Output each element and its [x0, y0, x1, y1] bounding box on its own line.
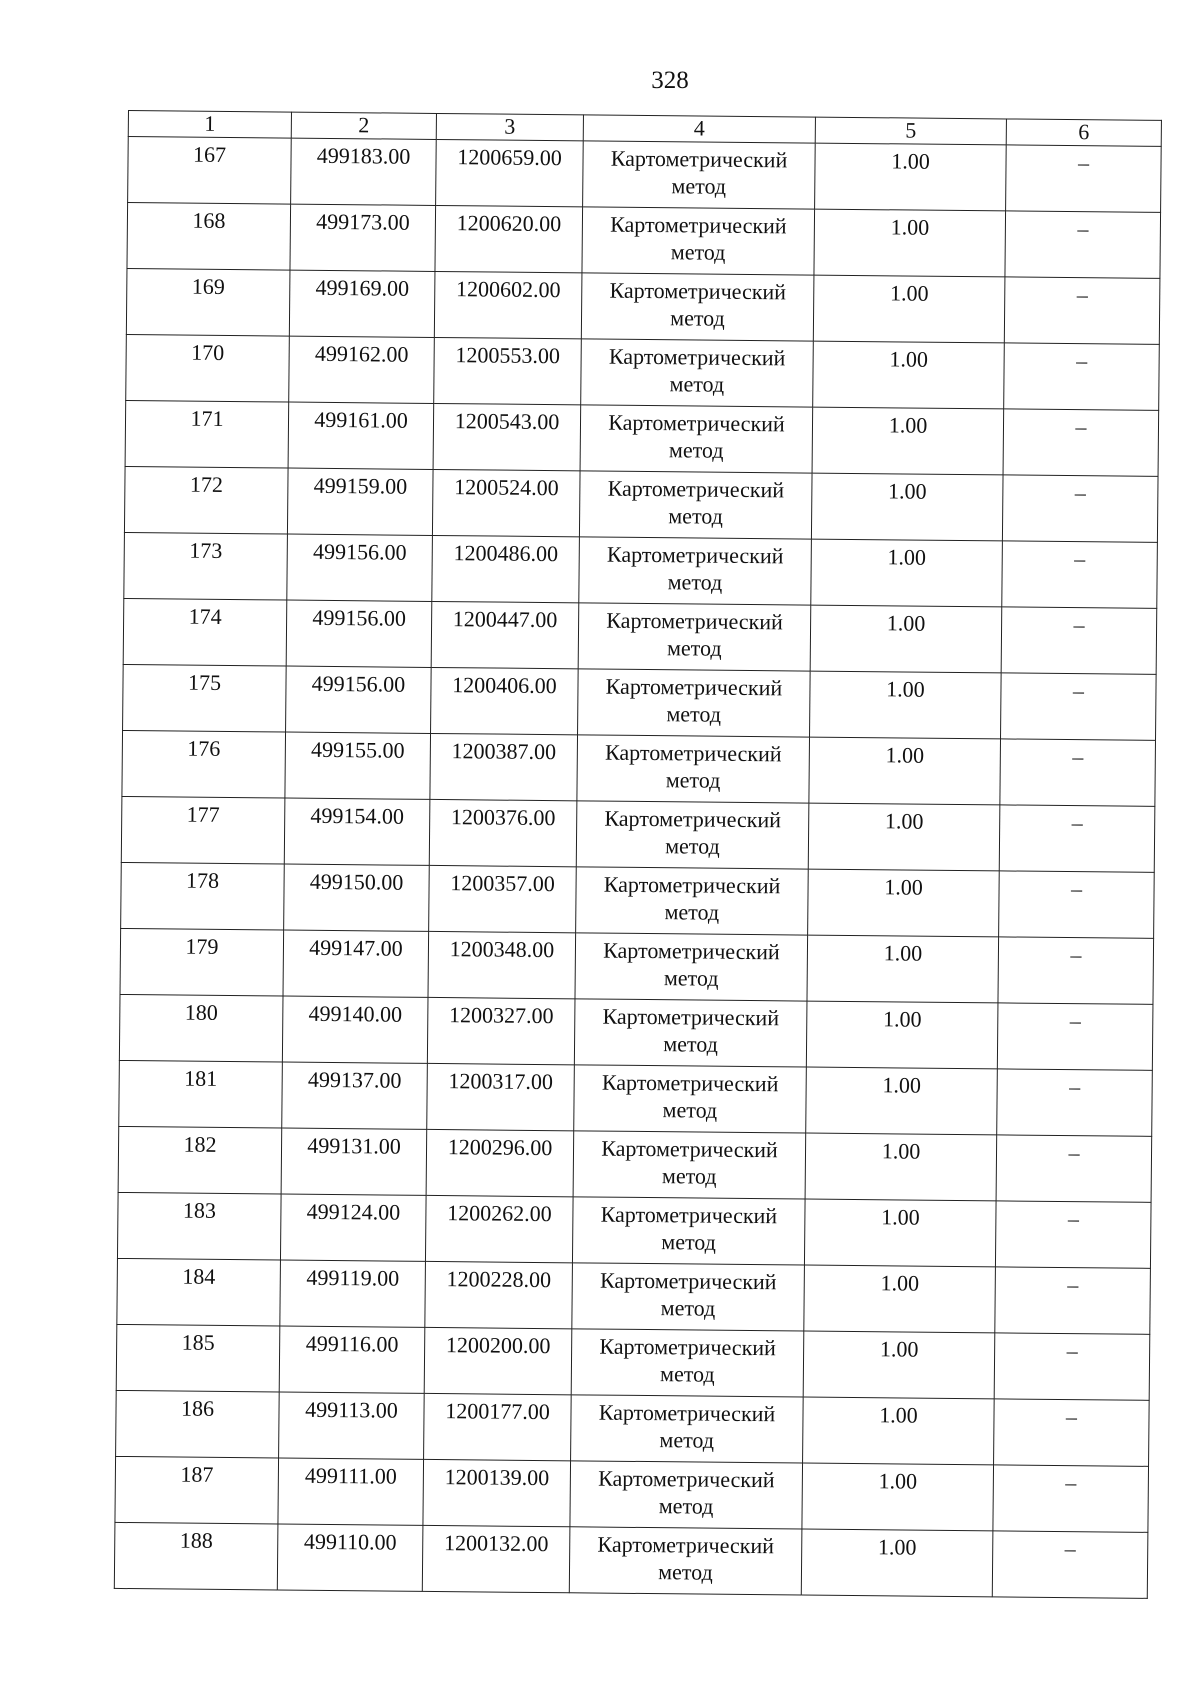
- note-cell: –: [999, 805, 1155, 872]
- y-coordinate-cell: 1200357.00: [429, 865, 577, 932]
- point-number-cell: 185: [116, 1324, 280, 1392]
- method-cell: Картометрический метод: [572, 1263, 805, 1331]
- point-number-cell: 171: [125, 400, 289, 468]
- method-cell: Картометрический метод: [572, 1197, 805, 1265]
- x-coordinate-cell: 499155.00: [285, 732, 431, 799]
- x-coordinate-cell: 499169.00: [289, 270, 435, 337]
- table-body: [114, 137, 1161, 1599]
- y-coordinate-cell: 1200348.00: [428, 931, 576, 998]
- accuracy-cell: 1.00: [807, 935, 999, 1003]
- column-header-3: 3: [436, 113, 583, 140]
- table-row: [124, 466, 1158, 542]
- note-cell: –: [1006, 145, 1162, 212]
- note-cell: –: [995, 1201, 1151, 1268]
- table-row: [114, 1522, 1148, 1598]
- accuracy-cell: 1.00: [806, 1067, 998, 1135]
- accuracy-cell: 1.00: [813, 341, 1005, 409]
- point-number-cell: 169: [126, 268, 290, 336]
- accuracy-cell: 1.00: [802, 1463, 994, 1531]
- y-coordinate-cell: 1200447.00: [431, 601, 579, 668]
- accuracy-cell: 1.00: [808, 869, 1000, 937]
- table-row: [123, 664, 1157, 740]
- y-coordinate-cell: 1200296.00: [426, 1129, 574, 1196]
- accuracy-cell: 1.00: [812, 407, 1004, 475]
- table-row: [123, 598, 1157, 674]
- note-cell: –: [1003, 409, 1159, 476]
- table-row: [120, 928, 1154, 1004]
- table-row: [119, 1060, 1153, 1136]
- x-coordinate-cell: 499156.00: [287, 534, 433, 601]
- note-cell: –: [1004, 343, 1160, 410]
- method-cell: Картометрический метод: [581, 273, 814, 341]
- point-number-cell: 187: [115, 1456, 279, 1524]
- note-cell: –: [996, 1135, 1152, 1202]
- x-coordinate-cell: 499183.00: [291, 138, 437, 205]
- x-coordinate-cell: 499162.00: [289, 336, 435, 403]
- column-header-2: 2: [291, 112, 436, 139]
- point-number-cell: 170: [126, 334, 290, 402]
- table-row: [117, 1192, 1151, 1268]
- y-coordinate-cell: 1200200.00: [424, 1327, 572, 1394]
- column-header-1: 1: [128, 111, 291, 139]
- column-header-5: 5: [815, 117, 1006, 145]
- point-number-cell: 174: [123, 598, 287, 666]
- column-header-4: 4: [583, 115, 815, 143]
- point-number-cell: 175: [123, 664, 287, 732]
- note-cell: –: [1000, 739, 1156, 806]
- note-cell: –: [993, 1465, 1149, 1532]
- coordinates-table: [114, 110, 1162, 1599]
- y-coordinate-cell: 1200543.00: [433, 403, 581, 470]
- note-cell: –: [992, 1531, 1148, 1598]
- x-coordinate-cell: 499154.00: [284, 798, 430, 865]
- note-cell: –: [997, 1069, 1153, 1136]
- point-number-cell: 176: [122, 730, 286, 798]
- note-cell: –: [1001, 673, 1157, 740]
- note-cell: –: [1001, 607, 1157, 674]
- point-number-cell: 183: [117, 1192, 281, 1260]
- table-row: [125, 400, 1159, 476]
- method-cell: Картометрический метод: [576, 867, 809, 935]
- method-cell: Картометрический метод: [581, 339, 814, 407]
- table-row: [128, 137, 1162, 213]
- table-row: [116, 1390, 1150, 1466]
- x-coordinate-cell: 499131.00: [281, 1128, 427, 1195]
- y-coordinate-cell: 1200132.00: [422, 1525, 570, 1592]
- point-number-cell: 181: [119, 1060, 283, 1128]
- point-number-cell: 180: [119, 994, 283, 1062]
- point-number-cell: 178: [121, 862, 285, 930]
- table-row: [127, 203, 1161, 279]
- x-coordinate-cell: 499150.00: [284, 864, 430, 931]
- x-coordinate-cell: 499147.00: [283, 930, 429, 997]
- note-cell: –: [994, 1399, 1150, 1466]
- method-cell: Картометрический метод: [578, 669, 811, 737]
- x-coordinate-cell: 499161.00: [288, 402, 434, 469]
- method-cell: Картометрический метод: [569, 1527, 802, 1595]
- note-cell: –: [998, 937, 1154, 1004]
- page-number: 328: [651, 67, 689, 94]
- accuracy-cell: 1.00: [811, 539, 1003, 607]
- method-cell: Картометрический метод: [571, 1395, 804, 1463]
- note-cell: –: [999, 871, 1155, 938]
- method-cell: Картометрический метод: [570, 1461, 803, 1529]
- y-coordinate-cell: 1200486.00: [432, 535, 580, 602]
- accuracy-cell: 1.00: [810, 605, 1002, 673]
- accuracy-cell: 1.00: [808, 803, 1000, 871]
- x-coordinate-cell: 499111.00: [278, 1458, 424, 1525]
- column-header-6: 6: [1006, 119, 1161, 146]
- accuracy-cell: 1.00: [804, 1199, 996, 1267]
- accuracy-cell: 1.00: [801, 1529, 993, 1597]
- y-coordinate-cell: 1200553.00: [434, 337, 582, 404]
- table-row: [124, 532, 1158, 608]
- point-number-cell: 177: [121, 796, 285, 864]
- note-cell: –: [1005, 211, 1161, 278]
- table-row: [121, 796, 1155, 872]
- table-row: [116, 1324, 1150, 1400]
- x-coordinate-cell: 499156.00: [286, 666, 432, 733]
- x-coordinate-cell: 499119.00: [280, 1260, 426, 1327]
- y-coordinate-cell: 1200262.00: [425, 1195, 573, 1262]
- accuracy-cell: 1.00: [814, 209, 1006, 277]
- y-coordinate-cell: 1200327.00: [427, 997, 575, 1064]
- method-cell: Картометрический метод: [579, 537, 812, 605]
- point-number-cell: 173: [124, 532, 288, 600]
- table-row: [121, 862, 1155, 938]
- x-coordinate-cell: 499159.00: [287, 468, 433, 535]
- x-coordinate-cell: 499124.00: [280, 1194, 426, 1261]
- y-coordinate-cell: 1200620.00: [435, 205, 583, 272]
- note-cell: –: [995, 1267, 1151, 1334]
- x-coordinate-cell: 499140.00: [282, 996, 428, 1063]
- x-coordinate-cell: 499110.00: [277, 1524, 423, 1591]
- x-coordinate-cell: 499116.00: [279, 1326, 425, 1393]
- y-coordinate-cell: 1200177.00: [424, 1393, 572, 1460]
- method-cell: Картометрический метод: [573, 1131, 806, 1199]
- note-cell: –: [994, 1333, 1150, 1400]
- y-coordinate-cell: 1200524.00: [432, 469, 580, 536]
- table-row: [122, 730, 1156, 806]
- point-number-cell: 172: [124, 466, 288, 534]
- note-cell: –: [1004, 277, 1160, 344]
- method-cell: Картометрический метод: [583, 141, 816, 209]
- point-number-cell: 182: [118, 1126, 282, 1194]
- point-number-cell: 188: [114, 1522, 278, 1590]
- accuracy-cell: 1.00: [806, 1001, 998, 1069]
- method-cell: Картометрический метод: [574, 999, 807, 1067]
- accuracy-cell: 1.00: [810, 671, 1002, 739]
- point-number-cell: 179: [120, 928, 284, 996]
- method-cell: Картометрический метод: [576, 801, 809, 869]
- accuracy-cell: 1.00: [805, 1133, 997, 1201]
- method-cell: Картометрический метод: [582, 207, 815, 275]
- note-cell: –: [997, 1003, 1153, 1070]
- accuracy-cell: 1.00: [803, 1397, 995, 1465]
- accuracy-cell: 1.00: [809, 737, 1001, 805]
- table-row: [118, 1126, 1152, 1202]
- y-coordinate-cell: 1200317.00: [427, 1063, 575, 1130]
- method-cell: Картометрический метод: [579, 471, 812, 539]
- method-cell: Картометрический метод: [574, 1065, 807, 1133]
- accuracy-cell: 1.00: [804, 1265, 996, 1333]
- method-cell: Картометрический метод: [580, 405, 813, 473]
- note-cell: –: [1002, 541, 1158, 608]
- table-row: [119, 994, 1153, 1070]
- method-cell: Картометрический метод: [577, 735, 810, 803]
- x-coordinate-cell: 499137.00: [282, 1062, 428, 1129]
- x-coordinate-cell: 499173.00: [290, 204, 436, 271]
- point-number-cell: 168: [127, 203, 291, 271]
- table-row: [115, 1456, 1149, 1532]
- y-coordinate-cell: 1200139.00: [423, 1459, 571, 1526]
- table-row: [117, 1258, 1151, 1334]
- method-cell: Картометрический метод: [575, 933, 808, 1001]
- accuracy-cell: 1.00: [811, 473, 1003, 541]
- table-row: [126, 268, 1160, 344]
- table-row: [126, 334, 1160, 410]
- point-number-cell: 186: [116, 1390, 280, 1458]
- x-coordinate-cell: 499113.00: [279, 1392, 425, 1459]
- y-coordinate-cell: 1200376.00: [429, 799, 577, 866]
- point-number-cell: 167: [128, 137, 292, 205]
- y-coordinate-cell: 1200659.00: [436, 139, 584, 206]
- note-cell: –: [1002, 475, 1158, 542]
- accuracy-cell: 1.00: [803, 1331, 995, 1399]
- accuracy-cell: 1.00: [815, 143, 1007, 211]
- point-number-cell: 184: [117, 1258, 281, 1326]
- accuracy-cell: 1.00: [813, 275, 1005, 343]
- x-coordinate-cell: 499156.00: [286, 600, 432, 667]
- method-cell: Картометрический метод: [578, 603, 811, 671]
- y-coordinate-cell: 1200228.00: [425, 1261, 573, 1328]
- y-coordinate-cell: 1200602.00: [434, 271, 582, 338]
- y-coordinate-cell: 1200406.00: [431, 667, 579, 734]
- method-cell: Картометрический метод: [571, 1329, 804, 1397]
- y-coordinate-cell: 1200387.00: [430, 733, 578, 800]
